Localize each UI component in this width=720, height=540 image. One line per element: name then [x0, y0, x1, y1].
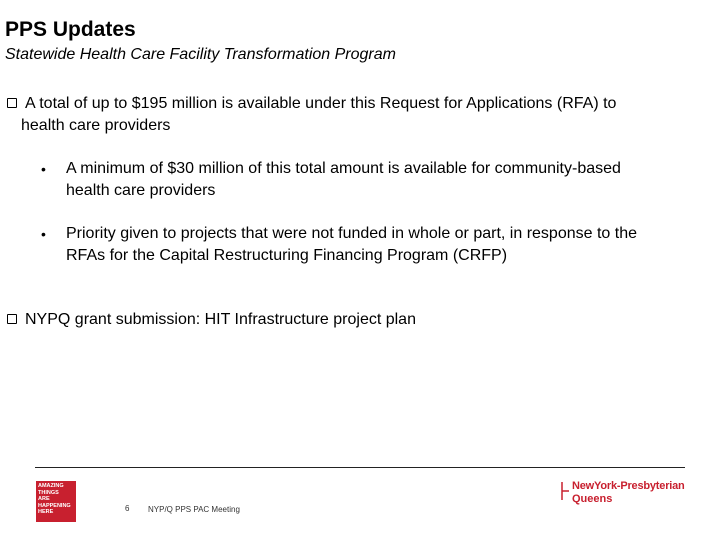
amazing-things-logo: AMAZING THINGS ARE HAPPENING HERE — [36, 481, 76, 522]
bullet-text-line2: health care providers — [21, 117, 171, 134]
checkbox-bullet-icon — [7, 314, 17, 324]
page-subtitle: Statewide Health Care Facility Transformation Program — [5, 46, 396, 63]
page-number: 6 — [125, 504, 130, 513]
nyp-bracket-icon — [560, 478, 572, 506]
footer-meeting-label: NYP/Q PPS PAC Meeting — [148, 505, 240, 514]
checkbox-bullet-icon — [7, 98, 17, 108]
sub-bullet-line2: health care providers — [66, 182, 216, 199]
sub-bullet-line1: A minimum of $30 million of this total amount is available for community-based — [66, 160, 621, 177]
nyp-queens-logo: NewYork-Presbyterian Queens — [560, 478, 690, 508]
checkbox-bullet-item — [7, 93, 712, 137]
footer-divider — [35, 467, 685, 468]
bullet-text-line1: A total of up to $195 million is available under this Request for Applications (RFA) to — [25, 95, 617, 112]
bullet-dot-icon: • — [41, 161, 46, 177]
sub-bullet-line1: Priority given to projects that were not funded in whole or part, in response to the — [66, 225, 637, 242]
bullet-text: NYPQ grant submission: HIT Infrastructure project plan — [25, 311, 416, 328]
bullet-dot-icon: • — [41, 226, 46, 242]
checkbox-bullet-item — [7, 309, 712, 331]
page-title: PPS Updates — [5, 18, 136, 41]
sub-bullet-line2: RFAs for the Capital Restructuring Financing Program (CRFP) — [66, 247, 508, 264]
